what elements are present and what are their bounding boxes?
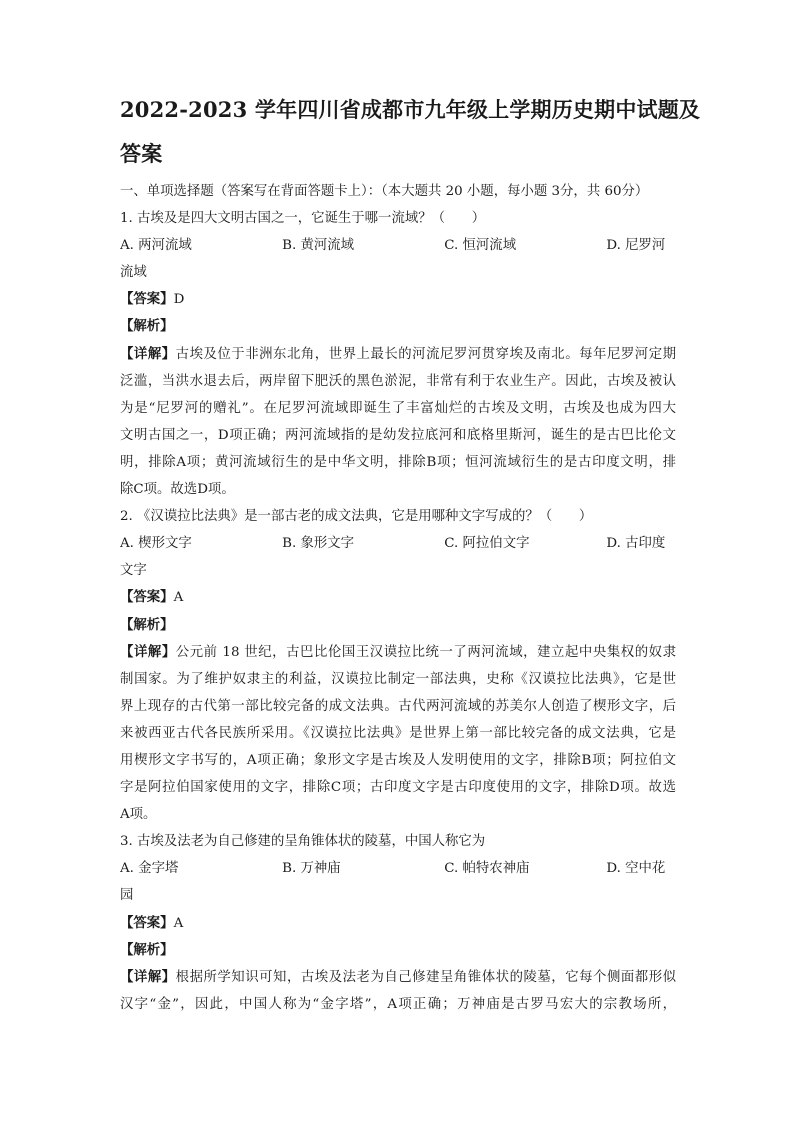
detail-line: 泛滥，当洪水退去后，两岸留下肥沃的黑色淤泥，非常有利于农业生产。因此，古埃及被认 <box>120 373 676 389</box>
detail-label: 【详解】 <box>120 643 176 660</box>
detail-line: 【详解】公元前 18 世纪，古巴比伦国王汉谟拉比统一了两河流域，建立起中央集权的奴隶 <box>120 643 676 660</box>
question-3 <box>120 828 676 1018</box>
question-options <box>120 855 676 882</box>
answer-value: D <box>173 292 185 308</box>
detail-line: 除C项。故选D项。 <box>120 482 235 498</box>
option-d: D. 尼罗河 <box>606 238 666 254</box>
option-c: C. 帕特农神庙 <box>444 861 530 877</box>
detail-label: 【详解】 <box>120 968 176 985</box>
detail-label: 【详解】 <box>120 345 176 362</box>
detail-line: A项。 <box>120 807 157 823</box>
answer-value: A <box>173 915 184 931</box>
detail-line: 界上现存的古代第一部比较完备的成文法典。古代两河流域的苏美尔人创造了楔形文字，后 <box>120 698 676 714</box>
answer-label: 【答案】 <box>120 589 174 606</box>
analysis-label: 【解析】 <box>120 318 174 335</box>
option-wrap: 文字 <box>120 563 147 579</box>
option-a: A. 楔形文字 <box>120 536 192 552</box>
option-b: B. 万神庙 <box>282 861 341 877</box>
answer-line <box>120 286 676 313</box>
question-stem: 3. 古埃及法老为自己修建的呈角锥体状的陵墓，中国人称它为 <box>120 834 486 850</box>
answer-line <box>120 584 676 611</box>
detail-line: 来被西亚古代各民族所采用。《汉谟拉比法典》是世界上第一部比较完备的成文法典，它是 <box>120 725 676 741</box>
option-a: A. 两河流域 <box>120 238 192 254</box>
question-1 <box>120 205 676 503</box>
section-heading: 一、单项选择题（答案写在背面答题卡上）：（本大题共 20 小题，每小题 3分，共 60分） <box>120 184 649 199</box>
detail-line: 汉字“金”，因此，中国人称为“金字塔”，A项正确；万神庙是古罗马宏大的宗教场所， <box>120 996 676 1012</box>
option-c: C. 恒河流域 <box>444 238 517 254</box>
detail-line: 字是阿拉伯国家使用的文字，排除C项；古印度文字是古印度使用的文字，排除D项。故选 <box>120 780 676 796</box>
option-c: C. 阿拉伯文字 <box>444 536 530 552</box>
detail-line: 【详解】根据所学知识可知，古埃及法老为自己修建呈角锥体状的陵墓，它每个侧面都形似 <box>120 968 676 985</box>
answer-label: 【答案】 <box>120 291 174 308</box>
detail-line: 用楔形文字书写的，A项正确；象形文字是古埃及人发明使用的文字，排除B项；阿拉伯文 <box>120 752 676 768</box>
option-a: A. 金字塔 <box>120 861 179 877</box>
option-d: D. 古印度 <box>606 536 666 552</box>
question-stem: 2. 《汉谟拉比法典》是一部古老的成文法典，它是用哪种文字写成的？（ ） <box>120 509 593 525</box>
option-d: D. 空中花 <box>606 861 666 877</box>
question-options <box>120 232 676 259</box>
question-options <box>120 530 676 557</box>
option-b: B. 象形文字 <box>282 536 355 552</box>
document-title <box>120 88 701 176</box>
analysis-label: 【解析】 <box>120 616 174 633</box>
option-wrap: 园 <box>120 888 134 904</box>
detail-line: 【详解】古埃及位于非洲东北角，世界上最长的河流尼罗河贯穿埃及南北。每年尼罗河定期 <box>120 345 676 362</box>
option-wrap: 流域 <box>120 265 147 281</box>
detail-line: 文明古国之一，D项正确；两河流域指的是幼发拉底河和底格里斯河，诞生的是古巴比伦文 <box>120 427 676 443</box>
detail-line: 制国家。为了维护奴隶主的利益，汉谟拉比制定一部法典，史称《汉谟拉比法典》，它是世 <box>120 671 676 687</box>
analysis-label: 【解析】 <box>120 941 174 958</box>
detail-line: 为是“尼罗河的赠礼”。在尼罗河流域即诞生了丰富灿烂的古埃及文明，古埃及也成为四大 <box>120 400 676 416</box>
answer-label: 【答案】 <box>120 914 174 931</box>
document-body <box>120 178 676 1018</box>
answer-value: A <box>173 590 184 606</box>
question-2 <box>120 503 676 828</box>
option-b: B. 黄河流域 <box>282 238 355 254</box>
title-line-1: 2022-2023 学年四川省成都市九年级上学期历史期中试题及 <box>120 97 701 122</box>
detail-line: 明，排除A项；黄河流域衍生的是中华文明，排除B项；恒河流域衍生的是古印度文明，排 <box>120 454 676 470</box>
question-stem: 1. 古埃及是四大文明古国之一，它诞生于哪一流域？（ ） <box>120 211 486 227</box>
answer-line <box>120 910 676 937</box>
title-line-2: 答案 <box>120 141 163 166</box>
